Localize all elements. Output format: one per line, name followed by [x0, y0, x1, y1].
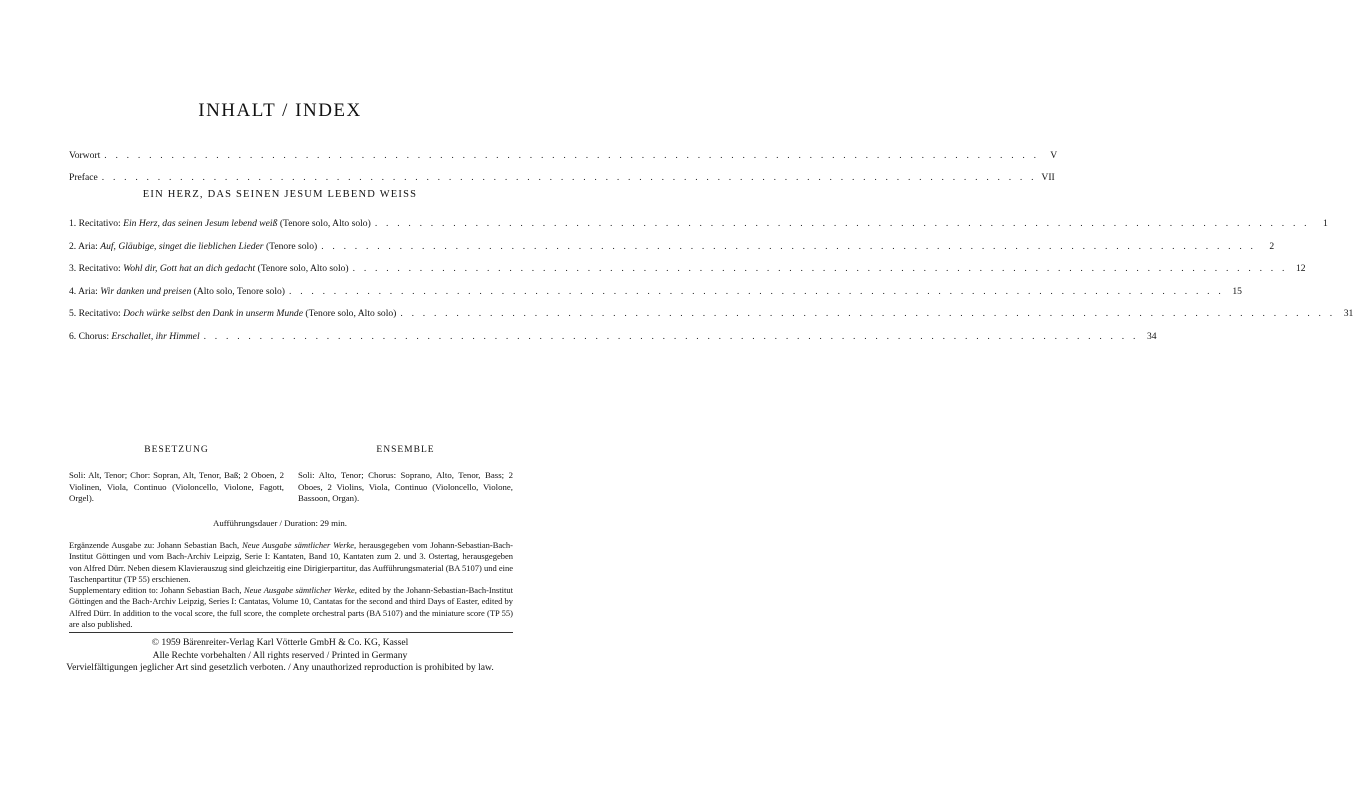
- dot-leader: . . . . . . . . . . . . . . . . . . . . . . . . . . . . . . . . . . . . . . . . . . . . . . . . . . . . . . . . . . . . . . . . . . . . . . . . . . . . . . . . . . . .: [101, 172, 1037, 183]
- movement-incipit: Wohl dir, Gott hat an dich gedacht: [123, 263, 256, 275]
- movement-number: 6.: [69, 330, 77, 342]
- movement-voices: (Tenore solo, Alto solo): [279, 218, 371, 229]
- supplement-work: Neue Ausgabe sämtlicher Werke,: [243, 585, 357, 595]
- movement-voices: (Tenore solo, Alto solo): [257, 263, 349, 275]
- toc-entry-page: 2: [1269, 240, 1275, 252]
- toc-entry-label: Preface: [69, 172, 98, 183]
- movement-number: 3.: [69, 263, 77, 275]
- toc-entry-page: 12: [1295, 263, 1306, 275]
- supplement-lead: Ergänzende Ausgabe zu: Johann Sebastian Bach,: [69, 540, 240, 550]
- copyright-line: © 1959 Bärenreiter-Verlag Karl Vötterle GmbH & Co. KG, Kassel: [151, 637, 409, 648]
- dot-leader: . . . . . . . . . . . . . . . . . . . . . . . . . . . . . . . . . . . . . . . . . . . . . . . . . . . . . . . . . . . . . . . . . . . . . . . . . . . . . . . . . . . .: [352, 263, 1288, 275]
- toc-entry-page: 31: [1343, 308, 1353, 320]
- movement-list: [69, 218, 1353, 343]
- toc-entry-page: V: [1050, 150, 1058, 161]
- dot-leader: . . . . . . . . . . . . . . . . . . . . . . . . . . . . . . . . . . . . . . . . . . . . . . . . . . . . . . . . . . . . . . . . . . . . . . . . . . . . . . . . . . . .: [374, 218, 1310, 229]
- toc-entry-movement-6[interactable]: [69, 330, 1157, 343]
- movement-form: Aria:: [78, 285, 98, 297]
- toc-entry-vorwort[interactable]: [69, 150, 1058, 162]
- movement-incipit: Erschallet, ihr Himmel: [111, 330, 200, 342]
- front-matter-list: [69, 150, 1058, 184]
- cantata-title: EIN HERZ, DAS SEINEN JESUM LEBEND WEISS: [142, 189, 418, 200]
- toc-entry-page: VII: [1041, 172, 1055, 183]
- movement-voices: (Tenore solo): [265, 240, 318, 252]
- movement-form: Recitativo:: [78, 263, 121, 275]
- ensemble-text: Soli: Alto, Tenor; Chorus: Soprano, Alto, Tenor, Bass; 2 Oboes, 2 Violins, Viola, Continuo (Violoncello, Violone, Bassoon, Organ).: [298, 470, 513, 504]
- page-title: INHALT / INDEX: [198, 100, 362, 121]
- movement-number: 1.: [69, 218, 77, 229]
- toc-entry-page: 1: [1322, 218, 1328, 229]
- movement-form: Aria:: [78, 240, 98, 252]
- toc-entry-page: 15: [1232, 285, 1242, 297]
- dot-leader: . . . . . . . . . . . . . . . . . . . . . . . . . . . . . . . . . . . . . . . . . . . . . . . . . . . . . . . . . . . . . . . . . . . . . . . . . . . . . . . . . . . .: [321, 240, 1257, 252]
- movement-incipit: Wir danken und preisen: [100, 285, 192, 297]
- dot-leader: . . . . . . . . . . . . . . . . . . . . . . . . . . . . . . . . . . . . . . . . . . . . . . . . . . . . . . . . . . . . . . . . . . . . . . . . . . . . . . . . . . . .: [400, 308, 1336, 320]
- supplement-work: Neue Ausgabe sämtlicher Werke,: [242, 540, 357, 550]
- besetzung-text: Soli: Alt, Tenor; Chor: Sopran, Alt, Tenor, Baß; 2 Oboen, 2 Violinen, Viola, Continuo (Violoncello, Violone, Fagott, Orgel).: [69, 470, 284, 504]
- performance-duration: Aufführungsdauer / Duration: 29 min.: [213, 518, 347, 528]
- movement-number: 2.: [69, 240, 77, 252]
- supplement-note-en: [69, 585, 513, 630]
- movement-voices: (Tenore solo, Alto solo): [305, 308, 397, 320]
- ensemble-heading: ENSEMBLE: [376, 445, 435, 455]
- movement-number: 5.: [69, 308, 77, 320]
- supplement-rest: edited by the Johann-Sebastian-Bach-Institut Göttingen and the Bach-Archiv Leipzig, Series I: Cantatas, Volume 10, Cantatas for the second and third Days of Easter, edited by Alfred Dürr. In addition to the vocal score, the full score, the complete orchestral parts (BA 5107) and the miniature score (TP 55) are also published.: [69, 585, 514, 629]
- movement-incipit: Doch würke selbst den Dank in unserm Munde: [123, 308, 303, 320]
- supplement-rest: herausgegeben vom Johann-Sebastian-Bach-Institut Göttingen und vom Bach-Archiv Leipzig, Serie I: Kantaten, Band 10, Kantaten zum 2. und 3. Ostertag, herausgegeben von Alfred Dürr. Neben diesem Klavierauszug sind gleichzeitig eine Dirigierpartitur, das Aufführungsmaterial (BA 5107) und eine Taschenpartitur (TP 55) erschienen.: [69, 540, 514, 584]
- movement-form: Recitativo:: [78, 218, 121, 229]
- movement-number: 4.: [69, 285, 77, 297]
- movement-incipit: Ein Herz, das seinen Jesum lebend weiß: [123, 218, 278, 229]
- divider: [69, 632, 513, 633]
- movement-form: Chorus:: [78, 330, 109, 342]
- besetzung-heading: BESETZUNG: [144, 445, 209, 455]
- reproduction-line: Vervielfältigungen jeglicher Art sind gesetzlich verboten. / Any unauthorized reproduction is prohibited by law.: [66, 662, 494, 674]
- dot-leader: . . . . . . . . . . . . . . . . . . . . . . . . . . . . . . . . . . . . . . . . . . . . . . . . . . . . . . . . . . . . . . . . . . . . . . . . . . . . . . . . . . . .: [289, 285, 1224, 297]
- dot-leader: . . . . . . . . . . . . . . . . . . . . . . . . . . . . . . . . . . . . . . . . . . . . . . . . . . . . . . . . . . . . . . . . . . . . . . . . . . . . . . . . . . . .: [203, 330, 1139, 342]
- toc-entry-movement-3[interactable]: [69, 263, 1306, 275]
- supplement-lead: Supplementary edition to: Johann Sebastian Bach,: [69, 585, 242, 595]
- movement-incipit: Auf, Gläubige, singet die lieblichen Lieder: [100, 240, 264, 252]
- rights-line: Alle Rechte vorbehalten / All rights reserved / Printed in Germany: [152, 649, 408, 661]
- toc-entry-movement-5[interactable]: [69, 308, 1353, 320]
- toc-entry-label: Vorwort: [69, 150, 101, 161]
- supplement-note-de: [69, 540, 513, 585]
- toc-entry-movement-4[interactable]: [69, 285, 1242, 298]
- dot-leader: . . . . . . . . . . . . . . . . . . . . . . . . . . . . . . . . . . . . . . . . . . . . . . . . . . . . . . . . . . . . . . . . . . . . . . . . . . . . . . . . . . . .: [104, 150, 1040, 161]
- toc-entry-page: 34: [1146, 330, 1157, 342]
- movement-voices: (Alto solo, Tenore solo): [193, 285, 286, 297]
- movement-form: Recitativo:: [78, 308, 121, 320]
- toc-entry-movement-1[interactable]: [69, 218, 1328, 230]
- copyright-block: [0, 637, 560, 675]
- toc-entry-preface[interactable]: [69, 172, 1055, 184]
- toc-entry-movement-2[interactable]: [69, 240, 1275, 253]
